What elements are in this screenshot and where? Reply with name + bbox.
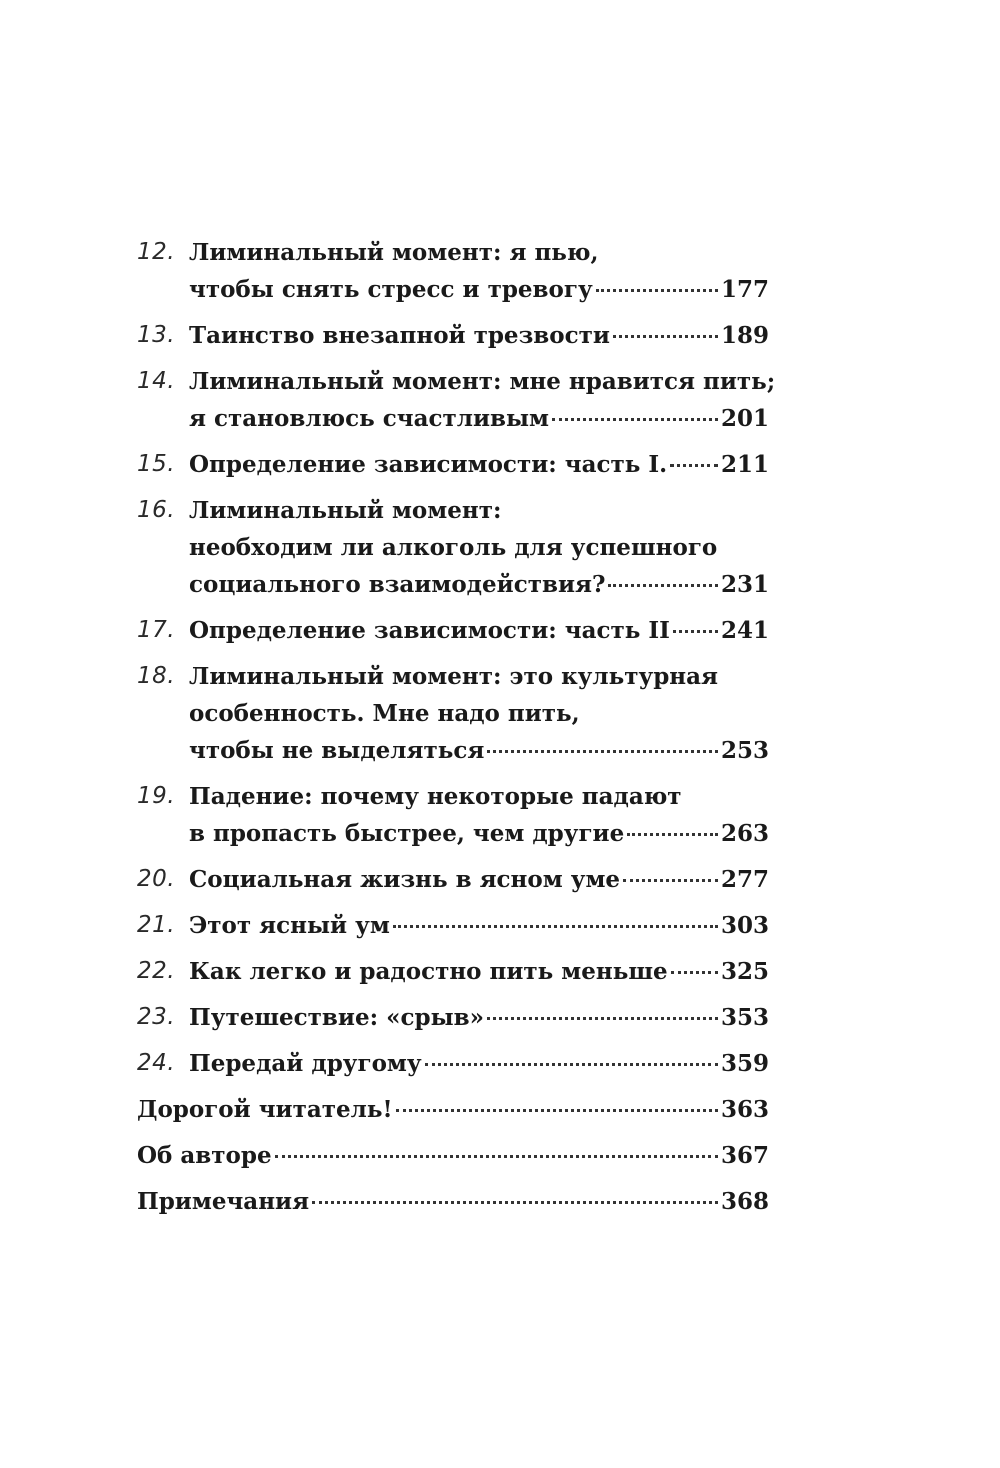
chapter-title: социального взаимодействия? bbox=[189, 571, 606, 598]
chapter-title: Таинство внезапной трезвости bbox=[189, 322, 610, 349]
dot-leader bbox=[552, 418, 718, 421]
toc-entry-line bbox=[189, 400, 769, 437]
chapter-title: Определение зависимости: часть II bbox=[189, 617, 670, 644]
toc-entry-line bbox=[189, 234, 769, 271]
toc-entry[interactable] bbox=[137, 999, 769, 1036]
toc-entry[interactable] bbox=[137, 234, 769, 308]
dot-leader bbox=[671, 971, 718, 974]
toc-entry[interactable] bbox=[137, 1091, 769, 1128]
chapter-title: Примечания bbox=[137, 1188, 310, 1215]
chapter-title: Этот ясный ум bbox=[189, 912, 390, 939]
chapter-title: Лиминальный момент: это культурная bbox=[189, 663, 719, 690]
page-number: 201 bbox=[720, 405, 769, 432]
toc-entry-line bbox=[137, 1183, 769, 1220]
dot-leader bbox=[393, 925, 718, 928]
chapter-number: 18. bbox=[137, 663, 176, 689]
toc-entry-line bbox=[189, 695, 769, 732]
dot-leader bbox=[487, 750, 718, 753]
chapter-number: 16. bbox=[137, 497, 176, 523]
page-number: 303 bbox=[720, 912, 769, 939]
chapter-title: Определение зависимости: часть I. bbox=[189, 451, 668, 478]
toc-entry-line bbox=[137, 1091, 769, 1128]
chapter-number: 17. bbox=[137, 617, 176, 643]
toc-entry-line bbox=[189, 363, 776, 400]
page-number: 363 bbox=[720, 1096, 769, 1123]
chapter-title: Путешествие: «срыв» bbox=[189, 1004, 484, 1031]
dot-leader bbox=[396, 1109, 718, 1112]
chapter-title: Как легко и радостно пить меньше bbox=[189, 958, 668, 985]
dot-leader bbox=[623, 879, 718, 882]
toc-entry[interactable] bbox=[137, 1183, 769, 1220]
toc-entry-line bbox=[189, 815, 769, 852]
chapter-title: Социальная жизнь в ясном уме bbox=[189, 866, 621, 893]
toc-entry[interactable] bbox=[137, 953, 769, 990]
chapter-title: чтобы снять стресс и тревогу bbox=[189, 276, 593, 303]
toc-entry-line bbox=[189, 861, 769, 898]
page-number: 367 bbox=[720, 1142, 769, 1169]
chapter-title: в пропасть быстрее, чем другие bbox=[189, 820, 625, 847]
toc-entry-line bbox=[189, 612, 769, 649]
toc-entry[interactable] bbox=[137, 861, 769, 898]
page-number: 277 bbox=[720, 866, 769, 893]
chapter-number: 14. bbox=[137, 368, 176, 394]
chapter-number: 24. bbox=[137, 1050, 176, 1076]
toc-entry-line bbox=[189, 907, 769, 944]
toc-entry-line bbox=[189, 1045, 769, 1082]
chapter-title: чтобы не выделяться bbox=[189, 737, 485, 764]
chapter-title: Передай другому bbox=[189, 1050, 422, 1077]
chapter-number: 21. bbox=[137, 912, 176, 938]
toc-entry-line bbox=[189, 658, 769, 695]
chapter-number: 15. bbox=[137, 451, 176, 477]
dot-leader bbox=[275, 1155, 718, 1158]
toc-entry-line bbox=[189, 566, 769, 603]
toc-entry[interactable] bbox=[137, 1045, 769, 1082]
chapter-title: Дорогой читатель! bbox=[137, 1096, 393, 1123]
chapter-title: Лиминальный момент: мне нравится пить; bbox=[189, 368, 776, 395]
toc-entry-line bbox=[189, 446, 769, 483]
page-number: 241 bbox=[720, 617, 769, 644]
dot-leader bbox=[673, 630, 718, 633]
table-of-contents bbox=[137, 234, 776, 1220]
chapter-title: Падение: почему некоторые падают bbox=[189, 783, 682, 810]
chapter-number: 19. bbox=[137, 783, 176, 809]
toc-entry[interactable] bbox=[137, 658, 769, 769]
chapter-title: Лиминальный момент: я пью, bbox=[189, 239, 599, 266]
toc-entry[interactable] bbox=[137, 778, 769, 852]
toc-entry-line bbox=[189, 999, 769, 1036]
toc-entry[interactable] bbox=[137, 363, 776, 437]
dot-leader bbox=[487, 1017, 718, 1020]
toc-entry[interactable] bbox=[137, 492, 769, 603]
chapter-title: я становлюсь счастливым bbox=[189, 405, 550, 432]
toc-entry[interactable] bbox=[137, 317, 769, 354]
page-number: 177 bbox=[720, 276, 769, 303]
chapter-number: 13. bbox=[137, 322, 176, 348]
toc-entry[interactable] bbox=[137, 907, 769, 944]
toc-entry[interactable] bbox=[137, 446, 769, 483]
dot-leader bbox=[613, 335, 718, 338]
chapter-title: Лиминальный момент: bbox=[189, 497, 502, 524]
chapter-title: необходим ли алкоголь для успешного bbox=[189, 534, 718, 561]
toc-entry[interactable] bbox=[137, 1137, 769, 1174]
page-number: 211 bbox=[720, 451, 769, 478]
page-number: 189 bbox=[720, 322, 769, 349]
toc-entry-line bbox=[189, 732, 769, 769]
chapter-title: особенность. Мне надо пить, bbox=[189, 700, 580, 727]
chapter-number: 12. bbox=[137, 239, 176, 265]
dot-leader bbox=[312, 1201, 718, 1204]
toc-entry-line bbox=[189, 529, 769, 566]
dot-leader bbox=[627, 833, 718, 836]
chapter-number: 23. bbox=[137, 1004, 176, 1030]
dot-leader bbox=[596, 289, 718, 292]
chapter-number: 22. bbox=[137, 958, 176, 984]
dot-leader bbox=[425, 1063, 718, 1066]
dot-leader bbox=[608, 584, 718, 587]
page-number: 263 bbox=[720, 820, 769, 847]
page-number: 359 bbox=[720, 1050, 769, 1077]
toc-entry-line bbox=[189, 492, 769, 529]
chapter-title: Об авторе bbox=[137, 1142, 272, 1169]
toc-entry-line bbox=[189, 271, 769, 308]
toc-entry-line bbox=[137, 1137, 769, 1174]
dot-leader bbox=[670, 464, 718, 467]
page-number: 231 bbox=[720, 571, 769, 598]
toc-entry-line bbox=[189, 778, 769, 815]
toc-entry[interactable] bbox=[137, 612, 769, 649]
page-number: 353 bbox=[720, 1004, 769, 1031]
page-number: 253 bbox=[720, 737, 769, 764]
page-number: 325 bbox=[720, 958, 769, 985]
toc-entry-line bbox=[189, 317, 769, 354]
chapter-number: 20. bbox=[137, 866, 176, 892]
toc-entry-line bbox=[189, 953, 769, 990]
page-number: 368 bbox=[720, 1188, 769, 1215]
